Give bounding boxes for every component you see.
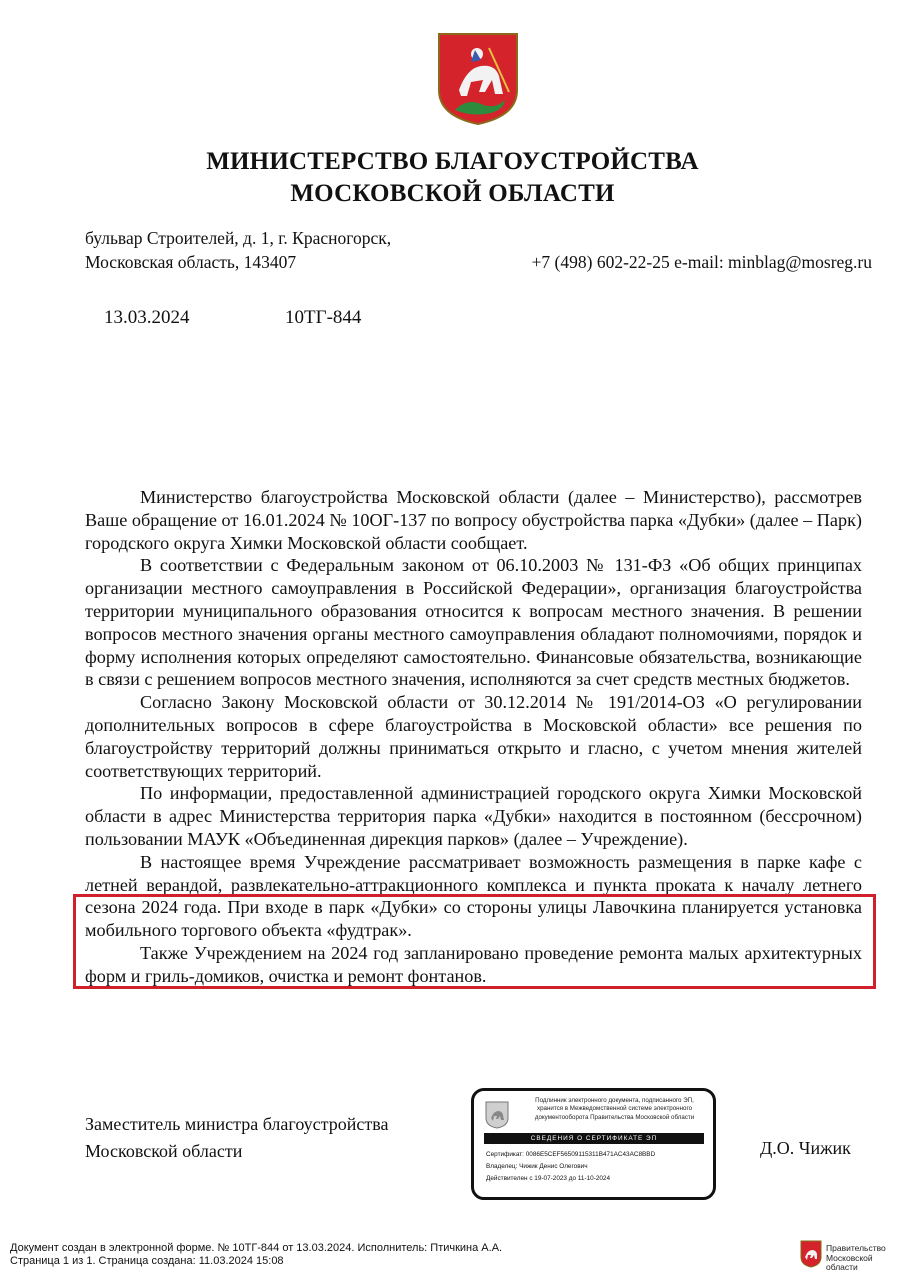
highlight-box [73, 894, 876, 989]
address-line2: Московская область, 143407 [85, 252, 297, 272]
stamp-header-line2: хранится в Межведомственной системе электронного [536, 1105, 693, 1113]
footer-line1: Документ создан в электронной форме. № 10ТГ-844 от 13.03.2024. Исполнитель: Птичкина А.А. [10, 1242, 503, 1254]
ministry-address [85, 226, 391, 274]
stamp-header-line3: документооборота Правительства Московской области [534, 1113, 695, 1121]
paragraph: Министерство благоустройства Московской области (далее – Министерство), рассмотрев Ваше обращение от 16.01.2024 № 10ОГ-137 по вопросу обустройства парка «Дубки» (далее – Парк) городского округа Химки Московской области сообщает. [85, 487, 862, 553]
paragraph-highlighted: В настоящее время Учреждение рассматривает возможность размещения в парке кафе с летней верандой, развлекательно-аттракционного комплекса и пункта проката к началу летнего сезона 2024 года. При входе в парк «Дубки» со стороны улицы Лавочкина планируется установка мобильного торгового объекта «фудтрак». [85, 851, 862, 941]
letter-reg-number: 10ТГ-844 [285, 307, 362, 328]
gov-line1: Правительство [826, 1243, 886, 1253]
signer-position [85, 1111, 388, 1165]
paragraph: Также Учреждением на 2024 год запланировано проведение ремонта малых архитектурных форм и гриль-домиков, очистка и ремонт фонтанов. [85, 942, 862, 986]
gov-line2: Московской области [826, 1252, 873, 1272]
certificate-number: Сертификат: 0086E5CEF56509115311B471AC43AC8BBD [486, 1151, 656, 1158]
ministry-title [0, 146, 905, 210]
signer-name: Д.О. Чижик [760, 1138, 851, 1158]
stamp-header-line1: Подлинник электронного документа, подписанного ЭП, [535, 1097, 694, 1104]
certificate-info-bar: СВЕДЕНИЯ О СЕРТИФИКАТЕ ЭП [484, 1133, 704, 1144]
coat-of-arms-icon [485, 1101, 509, 1129]
signer-position-line1: Заместитель министра благоустройства [85, 1114, 389, 1134]
paragraph: В соответствии с Федеральным законом от 06.10.2003 № 131-ФЗ «Об общих принципах организации местного самоуправления в Российской Федерации», организация благоустройства территории муниципального образования относится к вопросам местного значения. В решении вопросов местного значения органы местного самоуправления обладают полномочиями, порядок и форму исполнения которых определяют самостоятельно. Финансовые обязательства, возникающие в связи с решением вопросов местного значения, исполняются за счет средств местных бюджетов. [85, 555, 862, 690]
signer-position-line2: Московской области [85, 1141, 243, 1161]
coat-of-arms-emblem [437, 32, 519, 126]
letter-date: 13.03.2024 [104, 307, 190, 328]
address-line1: бульвар Строителей, д. 1, г. Красногорск, [85, 228, 392, 248]
ministry-contacts: +7 (498) 602-22-25 e-mail: minblag@mosreg.ru [531, 252, 872, 272]
electronic-signature-stamp [471, 1088, 716, 1200]
certificate-validity: Действителен с 19-07-2023 до 11-10-2024 [486, 1175, 611, 1182]
government-logo-text [826, 1244, 905, 1273]
ministry-title-line2: МОСКОВСКОЙ ОБЛАСТИ [290, 180, 615, 207]
paragraph: По информации, предоставленной администрацией городского округа Химки Московской области в адрес Министерства территория парка «Дубки» находится в постоянном (бессрочном) пользовании МАУК «Объединенная дирекция парков» (далее – Учреждение). [85, 783, 862, 849]
certificate-owner: Владелец: Чижик Денис Олегович [486, 1163, 588, 1170]
ministry-title-line1: МИНИСТЕРСТВО БЛАГОУСТРОЙСТВА [206, 148, 699, 175]
stamp-header [517, 1097, 712, 1122]
government-logo-icon [800, 1240, 822, 1268]
document-footer [10, 1242, 502, 1268]
footer-line2: Страница 1 из 1. Страница создана: 11.03.2024 15:08 [10, 1255, 284, 1267]
paragraph: Согласно Закону Московской области от 30.12.2014 № 191/2014-ОЗ «О регулировании дополнительных вопросов в сфере благоустройства в Московской области» все решения по благоустройству территорий должны приниматься открыто и гласно, с учетом мнения жителей соответствующих территорий. [85, 692, 862, 781]
